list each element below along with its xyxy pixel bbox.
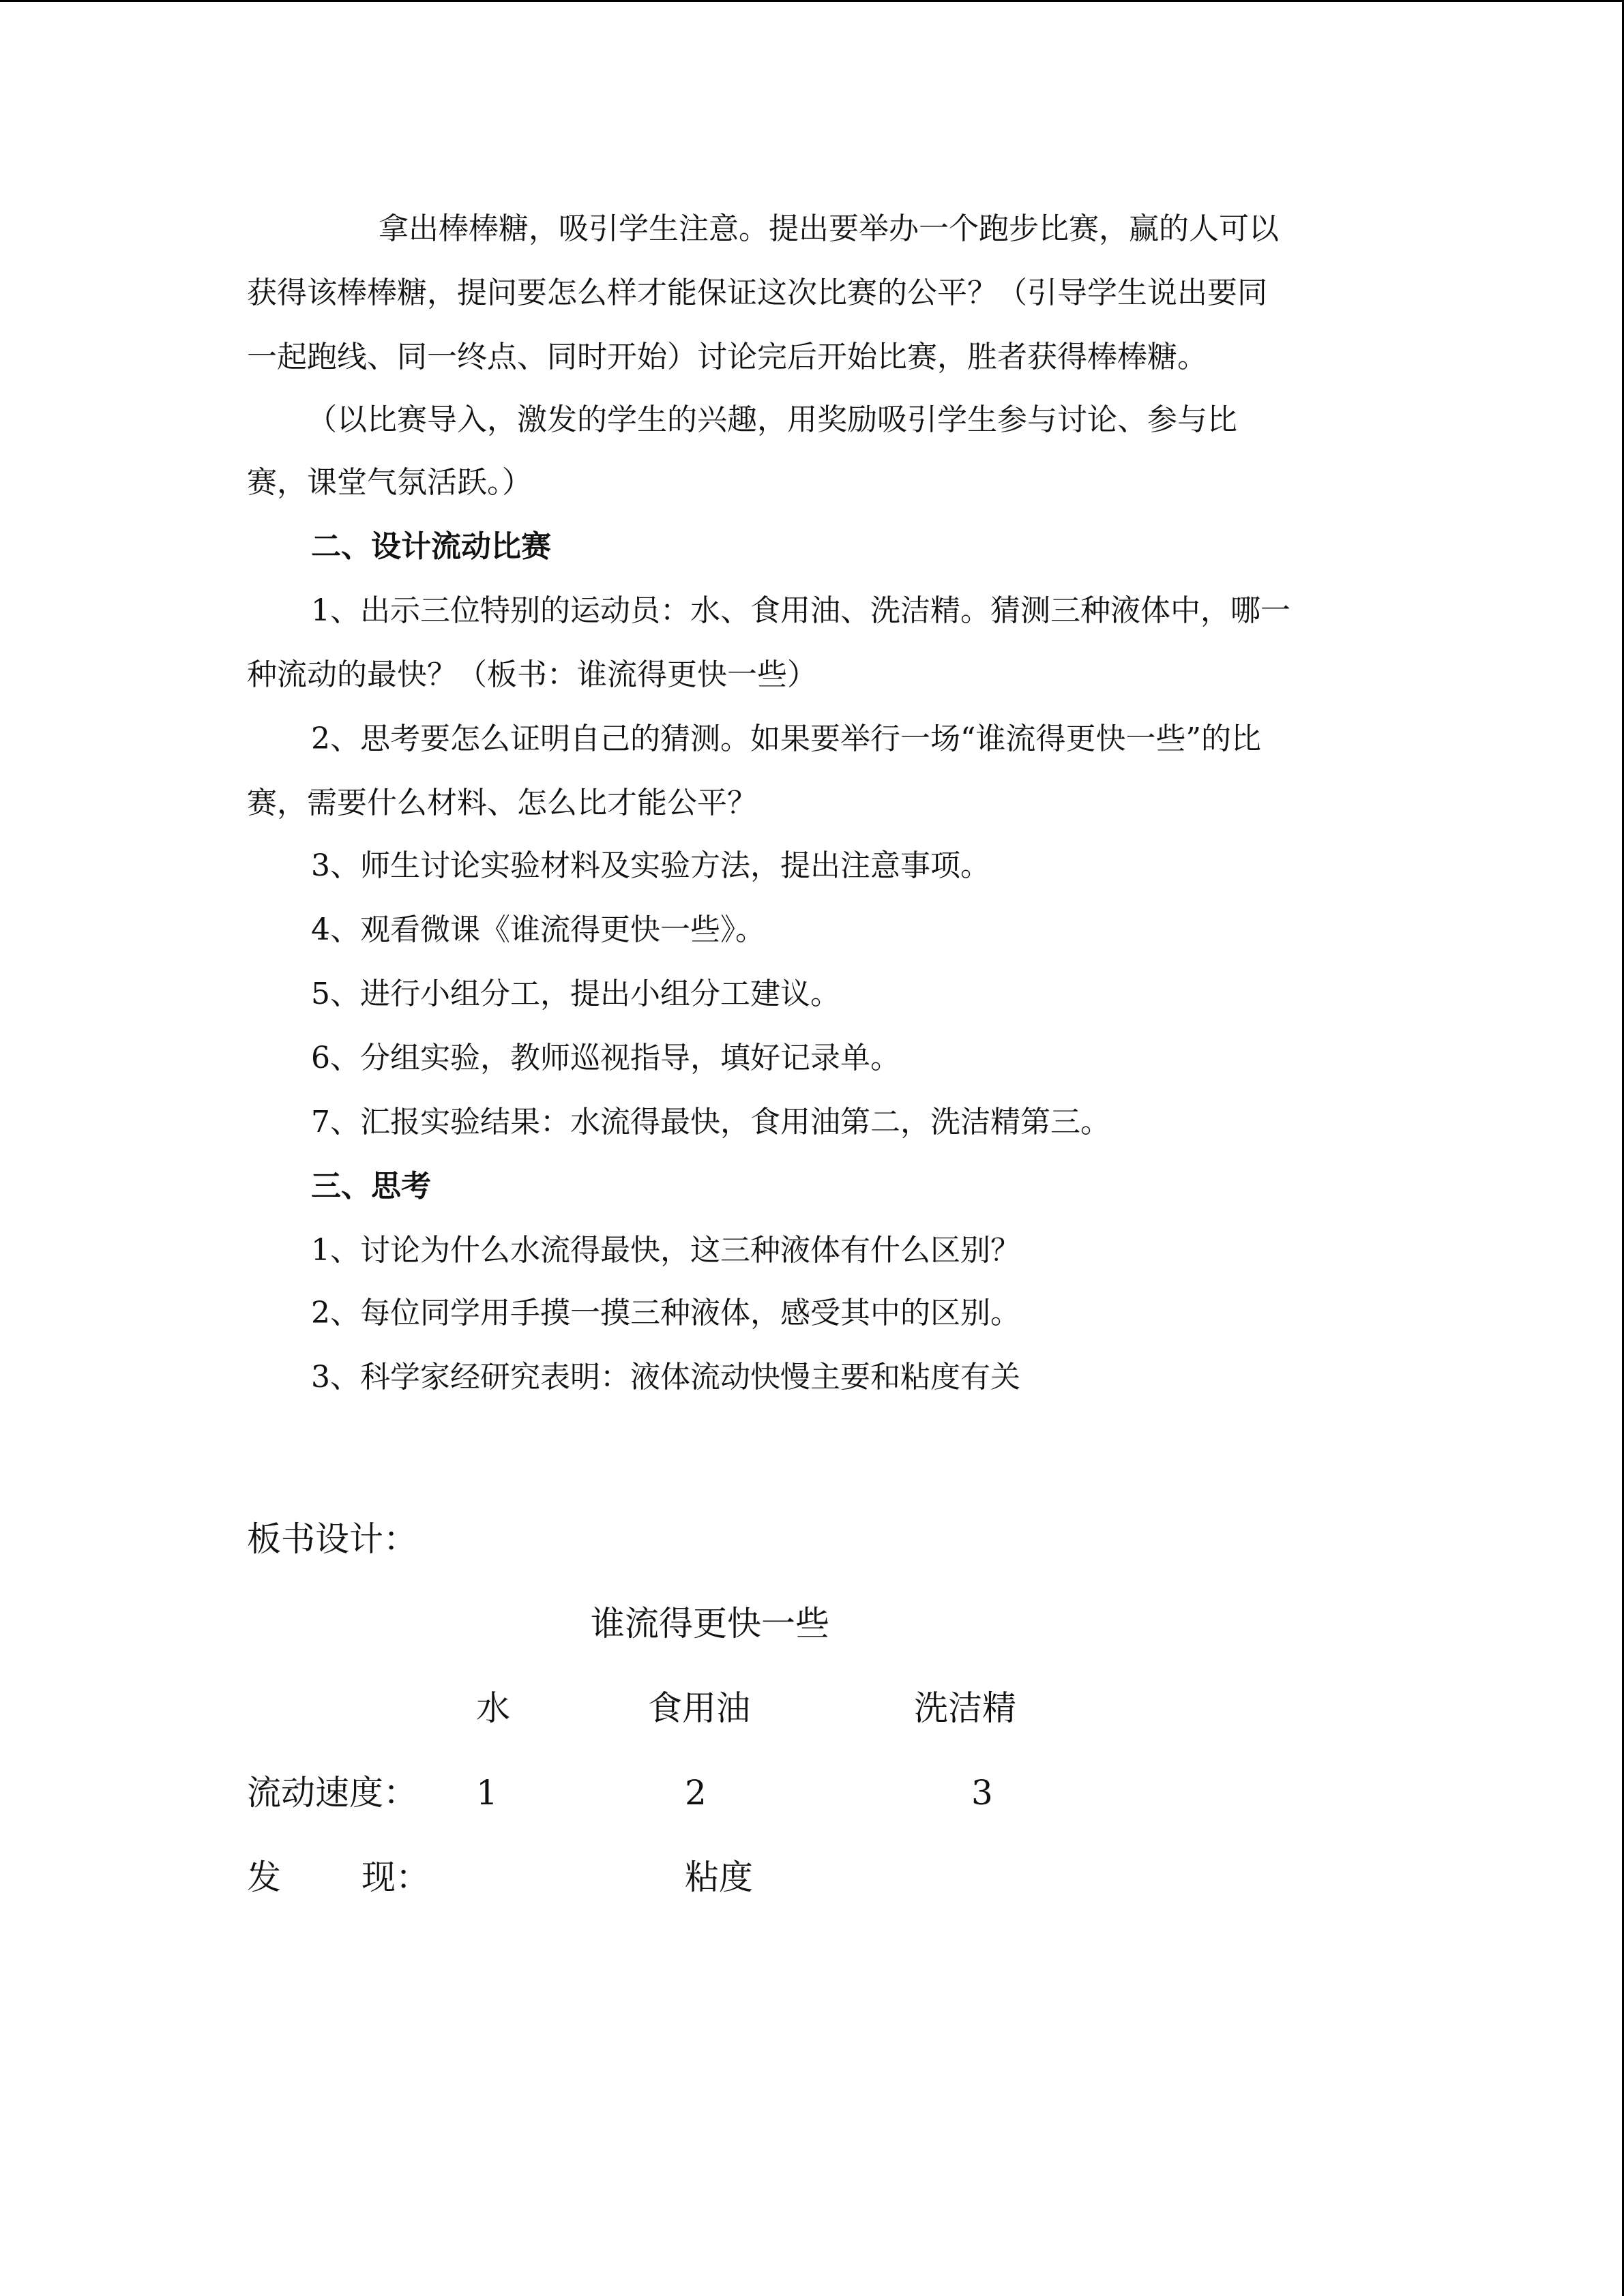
board-title: 谁流得更快一些 xyxy=(591,1604,829,1643)
board-find-label-char2: 现： xyxy=(361,1858,430,1897)
section2-item2-line2: 赛，需要什么材料、怎么比才能公平？ xyxy=(247,786,757,820)
board-col-oil: 食用油 xyxy=(648,1688,750,1728)
board-speed-oil: 2 xyxy=(685,1773,707,1813)
section2-item6: 6、分组实验，教师巡视指导，填好记录单。 xyxy=(311,1041,900,1075)
section2-item5: 5、进行小组分工，提出小组分工建议。 xyxy=(311,976,840,1011)
section3-item2: 2、每位同学用手摸一摸三种液体，感受其中的区别。 xyxy=(311,1296,1020,1330)
board-speed-detergent: 3 xyxy=(971,1773,993,1813)
board-label: 板书设计： xyxy=(247,1519,417,1559)
section3-heading: 三、思考 xyxy=(311,1169,431,1204)
section2-item1-line1: 1、出示三位特别的运动员：水、食用油、洗洁精。猜测三种液体中，哪一 xyxy=(311,593,1290,628)
board-col-detergent: 洗洁精 xyxy=(914,1688,1016,1728)
section2-item7: 7、汇报实验结果：水流得最快，食用油第二，洗洁精第三。 xyxy=(311,1105,1110,1139)
section2-item4: 4、观看微课《谁流得更快一些》。 xyxy=(311,912,765,947)
section3-item3: 3、科学家经研究表明：液体流动快慢主要和粘度有关 xyxy=(311,1360,1020,1395)
section3-item1: 1、讨论为什么水流得最快，这三种液体有什么区别？ xyxy=(311,1233,1020,1268)
intro-p2-line1: （以比赛导入，激发的学生的兴趣，用奖励吸引学生参与讨论、参与比 xyxy=(307,402,1237,437)
board-speed-label: 流动速度： xyxy=(247,1773,417,1813)
board-col-water: 水 xyxy=(476,1688,510,1728)
board-find-label-char1: 发 xyxy=(247,1858,281,1897)
board-find-value: 粘度 xyxy=(685,1858,753,1897)
intro-p1-line3: 一起跑线、同一终点、同时开始）讨论完后开始比赛，胜者获得棒棒糖。 xyxy=(247,340,1207,374)
board-speed-water: 1 xyxy=(476,1773,498,1813)
section2-item2-line1: 2、思考要怎么证明自己的猜测。如果要举行一场“谁流得更快一些”的比 xyxy=(311,721,1261,756)
section2-item1-line2: 种流动的最快？（板书：谁流得更快一些） xyxy=(247,657,817,692)
page-top-border xyxy=(0,0,1624,2)
intro-p1-line2: 获得该棒棒糖，提问要怎么样才能保证这次比赛的公平？（引导学生说出要同 xyxy=(247,275,1267,310)
section2-heading: 二、设计流动比赛 xyxy=(311,529,551,564)
intro-p1-line1: 拿出棒棒糖，吸引学生注意。提出要举办一个跑步比赛，赢的人可以 xyxy=(379,211,1279,246)
section2-item3: 3、师生讨论实验材料及实验方法，提出注意事项。 xyxy=(311,848,990,883)
intro-p2-line2: 赛，课堂气氛活跃。） xyxy=(247,465,532,500)
